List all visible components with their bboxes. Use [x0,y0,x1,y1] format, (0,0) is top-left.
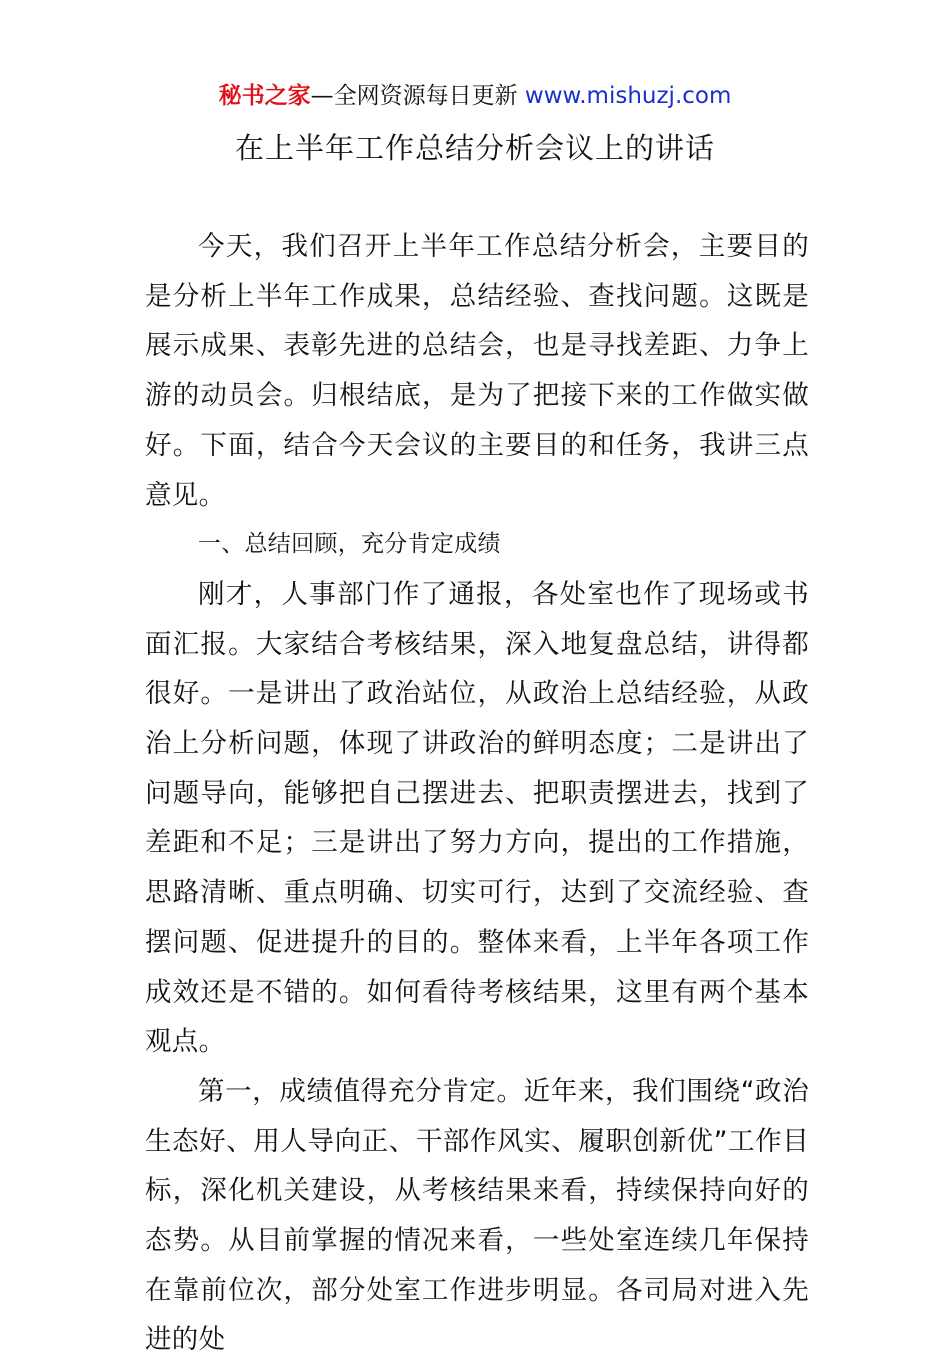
document-title: 在上半年工作总结分析会议上的讲话 [234,131,715,165]
paragraph-review: 刚才，人事部门作了通报，各处室也作了现场或书面汇报。大家结合考核结果，深入地复盘总结，讲得都很好。一是讲出了政治站位，从政治上总结经验，从政治上分析问题，体现了讲政治的鲜明态度；二是讲出了问题导向，能够把自己摆进去、把职责摆进去，找到了差距和不足；三是讲出了努力方向，提出的工作措施，思路清晰、重点明确、切实可行，达到了交流经验、查摆问题、促进提升的目的。整体来看，上半年各项工作成效还是不错的。如何看待考核结果，这里有两个基本观点。 [145,578,809,1058]
brand-name: 秘书之家 [218,83,311,109]
document-body [145,222,809,1365]
section-heading-1: 一、总结回顾，充分肯定成绩 [197,531,501,558]
site-url-link[interactable]: www.mishuzj.com [524,83,732,109]
header-banner [0,80,950,112]
paragraph-intro: 今天，我们召开上半年工作总结分析会，主要目的是分析上半年工作成果，总结经验、查找问题。这既是展示成果、表彰先进的总结会，也是寻找差距、力争上游的动员会。归根结底，是为了把接下来的工作做实做好。下面，结合今天会议的主要目的和任务，我讲三点意见。 [145,231,809,511]
header-tagline: —全网资源每日更新 [310,83,518,109]
paragraph-first-point: 第一，成绩值得充分肯定。近年来，我们围绕“政治生态好、用人导向正、干部作风实、履职创新优”工作目标，深化机关建设，从考核结果来看，持续保持向好的态势。从目前掌握的情况来看，一些处室连续几年保持在靠前位次，部分处室工作进步明显。各司局对进入先进的处 [145,1075,809,1356]
